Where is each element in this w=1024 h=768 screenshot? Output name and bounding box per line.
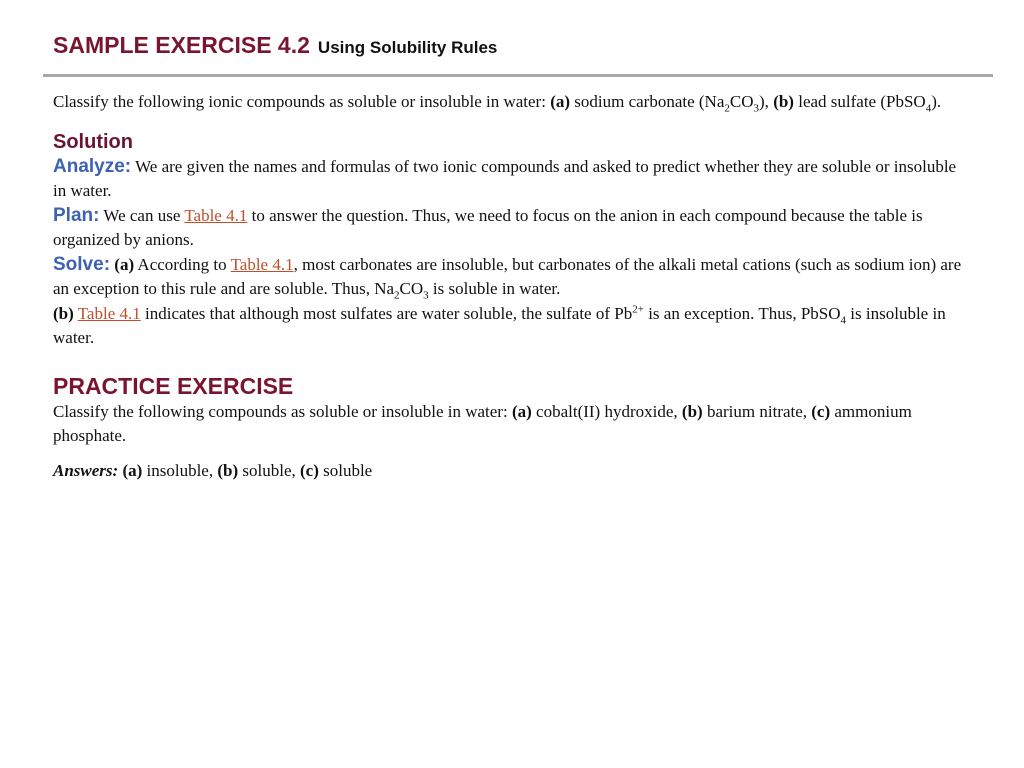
practice-heading: PRACTICE EXERCISE [53,372,294,399]
analyze-text: We are given the names and formulas of two ionic compounds and asked to predict whether they are soluble or insoluble in water. [53,156,957,200]
plan-text: to answer the question. Thus, we need to focus on the anion in each compound because the table is organized by anions. [53,205,923,249]
plan-paragraph [53,204,963,253]
subscript: 3 [753,102,760,115]
problem-label-a: (a) [550,92,571,111]
solve-paragraph-b [53,302,963,351]
answer-text: soluble, [238,460,300,480]
problem-text: ), [759,92,774,111]
table-4-1-link[interactable]: Table 4.1 [230,254,294,274]
problem-text: Classify the following ionic compounds as soluble or insoluble in water: [53,92,551,111]
answer-label-a: (a) [122,460,143,480]
answer-text: insoluble, [142,460,218,480]
practice-label-c: (c) [811,401,831,421]
answer-label-b: (b) [217,460,239,480]
practice-text: ammonium phosphate. [53,401,912,445]
solve-text: is an exception. Thus, PbSO [643,303,841,323]
table-4-1-link[interactable]: Table 4.1 [77,303,141,323]
practice-label-b: (b) [681,401,703,421]
practice-label-a: (a) [511,401,532,421]
practice-text: barium nitrate, [702,401,812,421]
header-divider [43,74,993,77]
answers-line [53,459,963,484]
solve-label: Solve: [53,253,111,275]
plan-text: We can use [99,205,185,225]
problem-text: CO [729,92,754,111]
analyze-paragraph [53,155,963,204]
answer-text: soluble [318,460,373,480]
subscript: 2 [394,289,400,302]
solve-text: is soluble in water. [428,279,561,298]
solve-text: indicates that although most sulfates are water soluble, the sulfate of Pb [140,303,633,323]
problem-statement [53,90,963,115]
solution-heading: Solution [53,130,133,153]
subscript: 4 [840,313,847,326]
subscript: 3 [423,289,429,302]
solve-text: , most carbonates are insoluble, but carbonates of the alkali metal cations (such as sodium ion) are an exception to this rule and are soluble. Thus, Na [53,254,962,298]
solve-label-a: (a) [114,254,135,274]
slide-header [53,32,497,59]
solve-label-b: (b) [53,303,74,323]
problem-text: sodium carbonate (Na [570,92,725,111]
answer-label-c: (c) [300,460,319,480]
slide-body [53,90,963,483]
practice-statement [53,400,963,449]
slide-title: SAMPLE EXERCISE 4.2 [53,32,310,58]
solve-text: According to [134,254,231,274]
slide-subtitle: Using Solubility Rules [317,38,498,57]
problem-text: ). [931,92,942,111]
analyze-label: Analyze: [53,155,132,177]
plan-label: Plan: [53,204,100,226]
problem-text: lead sulfate (PbSO [793,92,926,111]
solve-text: is insoluble in water. [53,303,946,347]
subscript: 2 [724,102,730,115]
solve-text: CO [399,279,424,298]
superscript: 2+ [632,302,644,315]
solve-paragraph-a [53,253,963,302]
practice-text: cobalt(II) hydroxide, [531,401,682,421]
table-4-1-link[interactable]: Table 4.1 [184,205,248,225]
practice-text: Classify the following compounds as soluble or insoluble in water: [53,401,512,421]
problem-label-b: (b) [773,92,794,111]
subscript: 4 [925,102,932,115]
answers-label: Answers: [53,460,119,480]
